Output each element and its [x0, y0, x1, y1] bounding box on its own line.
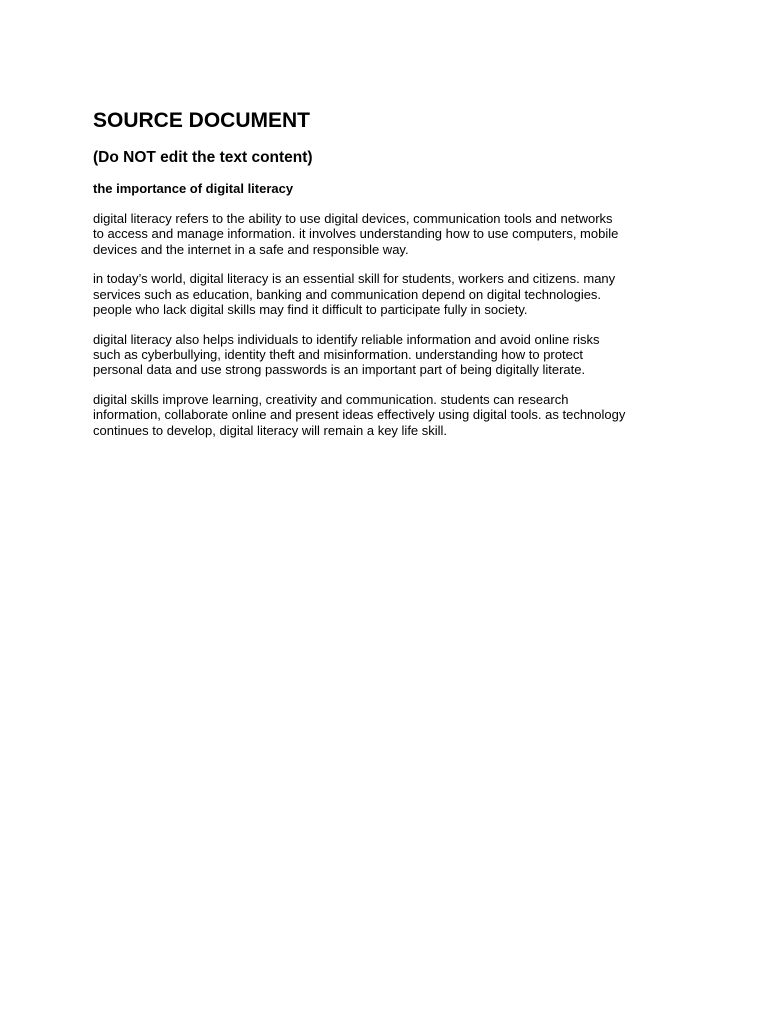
paragraph-line: digital skills improve learning, creativity and communication. students can research — [93, 392, 569, 408]
paragraph-line: personal data and use strong passwords is an important part of being digitally literate. — [93, 362, 586, 378]
paragraph-line: in today’s world, digital literacy is an essential skill for students, workers and citizens. many — [93, 271, 616, 287]
paragraph-line: to access and manage information. it involves understanding how to use computers, mobile — [93, 226, 619, 242]
paragraph-line: information, collaborate online and present ideas effectively using digital tools. as technology — [93, 407, 626, 423]
paragraph-line: such as cyberbullying, identity theft and misinformation. understanding how to protect — [93, 347, 583, 363]
document-title: SOURCE DOCUMENT — [93, 109, 311, 132]
paragraph-line: services such as education, banking and communication depend on digital technologies. — [93, 286, 602, 302]
paragraph-2 — [93, 271, 683, 317]
document-content — [93, 108, 683, 453]
paragraph-4 — [93, 392, 683, 438]
paragraph-line: people who lack digital skills may find it difficult to participate fully in society. — [93, 301, 528, 317]
paragraph-line: continues to develop, digital literacy will remain a key life skill. — [93, 422, 448, 438]
paragraph-line: devices and the internet in a safe and responsible way. — [93, 241, 409, 257]
paragraph-1 — [93, 211, 683, 257]
section-heading: the importance of digital literacy — [93, 181, 294, 196]
paragraph-line: digital literacy also helps individuals to identify reliable information and avoid online risks — [93, 331, 600, 347]
paragraph-line: digital literacy refers to the ability to use digital devices, communication tools and networks — [93, 211, 613, 226]
body-text — [93, 211, 683, 438]
document-subtitle: (Do NOT edit the text content) — [93, 149, 313, 166]
paragraph-3 — [93, 332, 683, 378]
